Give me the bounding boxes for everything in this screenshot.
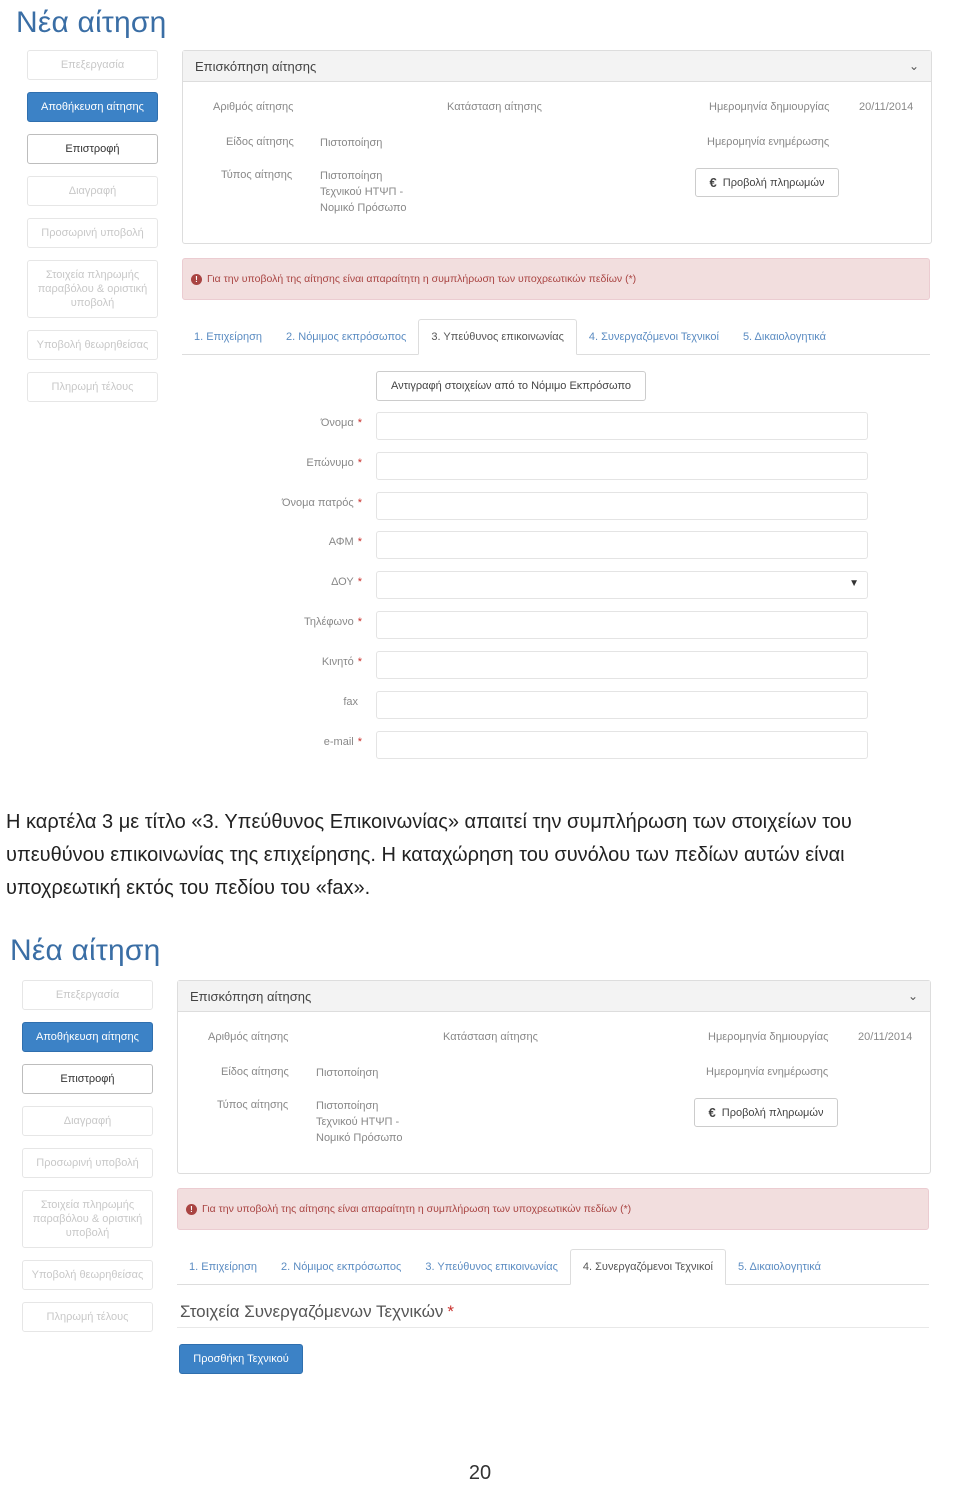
info-icon: ! bbox=[191, 274, 202, 285]
kind-value bbox=[320, 169, 406, 217]
technicians-section-title bbox=[180, 1302, 454, 1322]
document-paragraph: Η καρτέλα 3 με τίτλο «3. Υπεύθυνος Επικοινωνίας» απαιτεί την συμπλήρωση των στοιχείων του υπευθύνου επικοινωνίας της επιχείρησης. Η καταχώρηση του συνόλου των πεδίων αυτών είναι υποχρεωτική εκτός του πεδίου του «fax». bbox=[6, 811, 852, 899]
kind-value-line: Τεχνικού ΗΤΨΠ - bbox=[316, 1115, 400, 1128]
field-label-text: Επώνυμο bbox=[306, 457, 354, 469]
overview-panel-title: Επισκόπηση αίτησης bbox=[195, 58, 317, 74]
page-title: Νέα αίτηση bbox=[10, 934, 161, 967]
form-row-fax bbox=[182, 691, 872, 717]
required-marker: * bbox=[447, 1302, 454, 1321]
submit-certified-button[interactable]: Υποβολή θεωρηθείσας bbox=[27, 330, 158, 360]
required-fields-alert bbox=[177, 1188, 929, 1230]
tab-company[interactable]: 1. Επιχείρηση bbox=[194, 331, 263, 343]
form-row-father-name bbox=[182, 492, 872, 518]
field-label bbox=[306, 457, 362, 469]
screenshot-technicians-tab bbox=[0, 930, 960, 1390]
info-icon: ! bbox=[186, 1204, 197, 1215]
copy-from-representative-button[interactable]: Αντιγραφή στοιχείων από το Νόμιμο Εκπρόσωπο bbox=[376, 371, 646, 401]
required-marker: * bbox=[357, 417, 362, 429]
updated-label: Ημερομηνία ενημέρωσης bbox=[707, 136, 830, 148]
tab-legal-representative[interactable]: 2. Νόμιμος εκπρόσωπος bbox=[286, 331, 407, 343]
alert-text: Για την υποβολή της αίτησης είναι απαραίτητη η συμπλήρωση των υποχρεωτικών πεδίων (*) bbox=[202, 1203, 632, 1215]
required-marker: * bbox=[357, 616, 362, 628]
temporary-submit-button[interactable]: Προσωρινή υποβολή bbox=[22, 1148, 153, 1178]
tab-contact-person[interactable]: 3. Υπεύθυνος επικοινωνίας bbox=[418, 319, 577, 355]
overview-panel bbox=[182, 50, 932, 244]
app-number-label: Αριθμός αίτησης bbox=[208, 1031, 289, 1043]
divider bbox=[177, 1327, 929, 1328]
field-label bbox=[282, 497, 362, 509]
afm-input[interactable] bbox=[376, 531, 868, 559]
euro-icon: € bbox=[709, 175, 717, 190]
view-payments-button[interactable] bbox=[694, 1098, 838, 1127]
form-row-mobile bbox=[182, 651, 872, 677]
tab-cooperating-technicians[interactable]: 4. Συνεργαζόμενοι Τεχνικοί bbox=[570, 1249, 726, 1285]
kind-label: Τύπος αίτησης bbox=[217, 1099, 289, 1111]
type-value: Πιστοποίηση bbox=[316, 1067, 379, 1079]
field-label bbox=[322, 656, 362, 668]
field-label-text: ΔΟΥ bbox=[331, 576, 354, 588]
email-input[interactable] bbox=[376, 731, 868, 759]
phone-input[interactable] bbox=[376, 611, 868, 639]
field-label-text: ΑΦΜ bbox=[328, 536, 354, 548]
field-label bbox=[331, 576, 362, 588]
tab-bar bbox=[182, 318, 930, 355]
form-row-email bbox=[182, 731, 872, 757]
type-value: Πιστοποίηση bbox=[320, 137, 383, 149]
last-name-input[interactable] bbox=[376, 452, 868, 480]
delete-button[interactable]: Διαγραφή bbox=[22, 1106, 153, 1136]
status-label: Κατάσταση αίτησης bbox=[443, 1031, 538, 1043]
kind-value-line: Νομικό Πρόσωπο bbox=[320, 201, 407, 214]
tab-legal-representative[interactable]: 2. Νόμιμος εκπρόσωπος bbox=[281, 1261, 402, 1273]
required-marker: * bbox=[357, 457, 362, 469]
delete-button[interactable]: Διαγραφή bbox=[27, 176, 158, 206]
save-application-button[interactable]: Αποθήκευση αίτησης bbox=[22, 1022, 153, 1052]
kind-value-line: Νομικό Πρόσωπο bbox=[316, 1131, 403, 1144]
tab-contact-person[interactable]: 3. Υπεύθυνος επικοινωνίας bbox=[425, 1261, 558, 1273]
temporary-submit-button[interactable]: Προσωρινή υποβολή bbox=[27, 218, 158, 248]
kind-label: Τύπος αίτησης bbox=[221, 169, 293, 181]
chevron-down-icon[interactable]: ⌄ bbox=[907, 989, 918, 1003]
kind-value-line: Πιστοποίηση bbox=[316, 1100, 379, 1112]
form-row-phone bbox=[182, 611, 872, 637]
field-label-text: e-mail bbox=[323, 736, 354, 748]
field-label bbox=[329, 536, 362, 548]
section-title-text: Στοιχεία Συνεργαζόμενων Τεχνικών bbox=[180, 1302, 444, 1321]
kind-value-line: Τεχνικού ΗΤΨΠ - bbox=[320, 185, 404, 198]
type-label: Είδος αίτησης bbox=[226, 136, 294, 148]
form-row-doy bbox=[182, 571, 872, 597]
field-label-text: Κινητό bbox=[321, 656, 354, 668]
payment-final-submit-button[interactable]: Στοιχεία πληρωμής παραβόλου & οριστική υποβολή bbox=[22, 1190, 153, 1248]
tab-documents[interactable]: 5. Δικαιολογητικά bbox=[737, 1261, 822, 1273]
field-label bbox=[304, 616, 362, 628]
euro-icon: € bbox=[708, 1105, 716, 1120]
first-name-input[interactable] bbox=[376, 412, 868, 440]
pay-fee-button[interactable]: Πληρωμή τέλους bbox=[27, 372, 158, 402]
page-title: Νέα αίτηση bbox=[16, 6, 167, 39]
mobile-input[interactable] bbox=[376, 651, 868, 679]
required-marker: * bbox=[357, 736, 362, 748]
view-payments-button[interactable] bbox=[695, 168, 839, 197]
chevron-down-icon[interactable]: ⌄ bbox=[908, 59, 919, 73]
father-name-input[interactable] bbox=[376, 492, 868, 520]
overview-panel-header[interactable] bbox=[183, 51, 931, 82]
payment-final-submit-button[interactable]: Στοιχεία πληρωμής παραβόλου & οριστική υποβολή bbox=[27, 260, 158, 318]
overview-panel bbox=[177, 980, 931, 1174]
edit-button[interactable]: Επεξεργασία bbox=[22, 980, 153, 1010]
view-payments-label: Προβολή πληρωμών bbox=[721, 1106, 824, 1119]
field-label-text: Όνομα πατρός bbox=[282, 497, 354, 509]
field-label bbox=[343, 696, 362, 708]
edit-button[interactable]: Επεξεργασία bbox=[27, 50, 158, 80]
tab-cooperating-technicians[interactable]: 4. Συνεργαζόμενοι Τεχνικοί bbox=[588, 331, 719, 343]
updated-label: Ημερομηνία ενημέρωσης bbox=[706, 1066, 829, 1078]
field-label-text: Τηλέφωνο bbox=[303, 616, 354, 628]
tab-bar bbox=[177, 1248, 929, 1285]
doy-select[interactable] bbox=[376, 571, 868, 599]
required-marker: * bbox=[357, 656, 362, 668]
form-row-afm bbox=[182, 531, 872, 557]
created-label: Ημερομηνία δημιουργίας bbox=[709, 101, 830, 113]
add-technician-button[interactable]: Προσθήκη Τεχνικού bbox=[179, 1344, 303, 1374]
sidebar bbox=[27, 50, 158, 414]
view-payments-label: Προβολή πληρωμών bbox=[722, 176, 825, 189]
kind-value-line: Πιστοποίηση bbox=[320, 170, 383, 182]
fax-input[interactable] bbox=[376, 691, 868, 719]
kind-value bbox=[316, 1099, 402, 1147]
sidebar bbox=[22, 980, 153, 1344]
dropdown-caret-icon: ▼ bbox=[849, 578, 859, 589]
back-button[interactable]: Επιστροφή bbox=[22, 1064, 153, 1094]
tab-documents[interactable]: 5. Δικαιολογητικά bbox=[742, 331, 827, 343]
save-application-button[interactable]: Αποθήκευση αίτησης bbox=[27, 92, 158, 122]
created-label: Ημερομηνία δημιουργίας bbox=[708, 1031, 829, 1043]
created-value: 20/11/2014 bbox=[858, 1031, 913, 1043]
back-button[interactable]: Επιστροφή bbox=[27, 134, 158, 164]
overview-panel-header[interactable] bbox=[178, 981, 930, 1012]
required-marker: * bbox=[357, 576, 362, 588]
field-label-text: fax bbox=[343, 696, 358, 708]
pay-fee-button[interactable]: Πληρωμή τέλους bbox=[22, 1302, 153, 1332]
form-row-first-name bbox=[182, 412, 872, 438]
page-number: 20 bbox=[468, 1462, 492, 1484]
field-label bbox=[321, 417, 362, 429]
alert-text: Για την υποβολή της αίτησης είναι απαραίτητη η συμπλήρωση των υποχρεωτικών πεδίων (*) bbox=[207, 273, 637, 285]
form-row-last-name bbox=[182, 452, 872, 478]
submit-certified-button[interactable]: Υποβολή θεωρηθείσας bbox=[22, 1260, 153, 1290]
type-label: Είδος αίτησης bbox=[221, 1066, 289, 1078]
app-number-label: Αριθμός αίτησης bbox=[213, 101, 294, 113]
field-label bbox=[324, 736, 362, 748]
status-label: Κατάσταση αίτησης bbox=[447, 101, 542, 113]
field-label-text: Όνομα bbox=[320, 417, 354, 429]
overview-panel-title: Επισκόπηση αίτησης bbox=[190, 988, 312, 1004]
required-marker: * bbox=[357, 497, 362, 509]
created-value: 20/11/2014 bbox=[859, 101, 914, 113]
tab-company[interactable]: 1. Επιχείρηση bbox=[189, 1261, 258, 1273]
required-fields-alert bbox=[182, 258, 930, 300]
required-marker: * bbox=[357, 536, 362, 548]
